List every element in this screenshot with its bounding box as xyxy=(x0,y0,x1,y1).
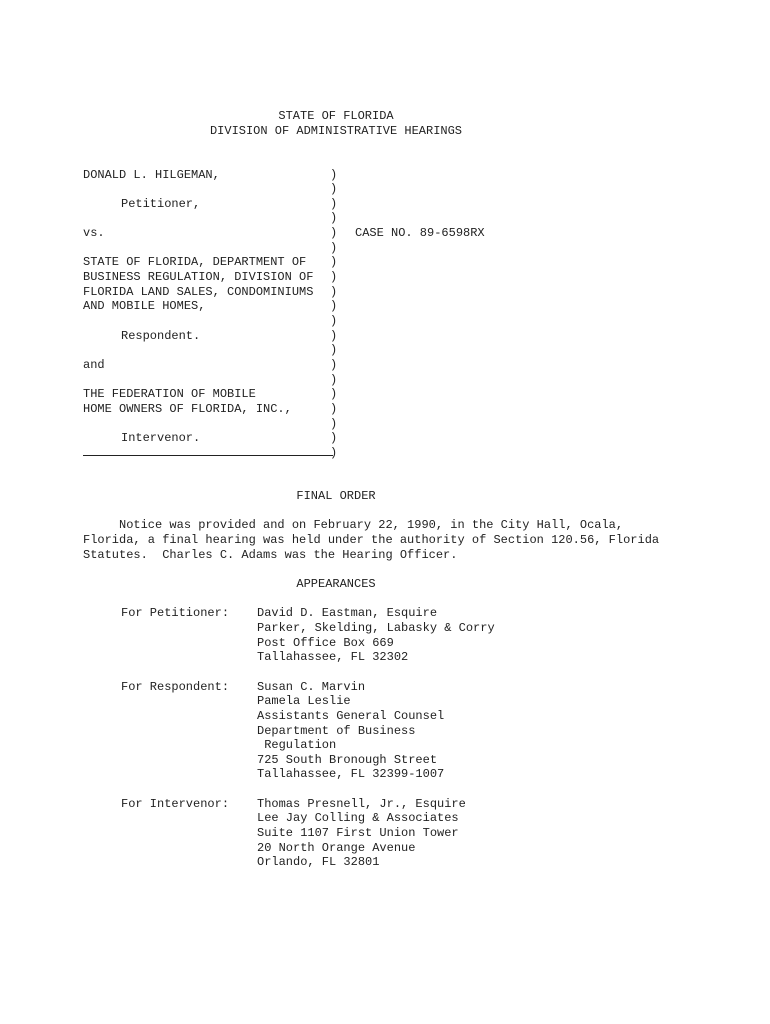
notice-line-1: Notice was provided and on February 22, 1990, in the City Hall, Ocala, xyxy=(83,518,624,532)
paren: ) xyxy=(330,373,338,387)
paren: ) xyxy=(330,241,338,255)
appearance-line: Orlando, FL 32801 xyxy=(257,855,380,869)
appearance-line: Tallahassee, FL 32399-1007 xyxy=(257,767,445,781)
final-order-title: FINAL ORDER xyxy=(296,489,376,503)
appearance-label-respondent: For Respondent: xyxy=(121,680,230,694)
paren: ) xyxy=(330,446,338,460)
intervenor-line-1: THE FEDERATION OF MOBILE xyxy=(83,387,256,401)
notice-line-3: Statutes. Charles C. Adams was the Hearing Officer. xyxy=(83,548,458,562)
respondent-line-1: STATE OF FLORIDA, DEPARTMENT OF xyxy=(83,255,307,269)
intervenor-role: Intervenor. xyxy=(121,431,201,445)
paren: ) xyxy=(330,182,338,196)
appearance-line: Thomas Presnell, Jr., Esquire xyxy=(257,797,466,811)
case-number: CASE NO. 89-6598RX xyxy=(355,226,485,240)
paren: ) xyxy=(330,197,338,211)
appearance-line: 725 South Bronough Street xyxy=(257,753,438,767)
paren: ) xyxy=(330,211,338,225)
appearance-line: Susan C. Marvin xyxy=(257,680,366,694)
petitioner-role: Petitioner, xyxy=(121,197,201,211)
paren: ) xyxy=(330,387,338,401)
paren: ) xyxy=(330,168,338,182)
header-division: DIVISION OF ADMINISTRATIVE HEARINGS xyxy=(209,124,463,138)
paren: ) xyxy=(330,314,338,328)
paren: ) xyxy=(330,226,338,240)
paren: ) xyxy=(330,417,338,431)
paren: ) xyxy=(330,402,338,416)
and-label: and xyxy=(83,358,105,372)
petitioner-name: DONALD L. HILGEMAN, xyxy=(83,168,220,182)
paren: ) xyxy=(330,329,338,343)
appearance-line: Parker, Skelding, Labasky & Corry xyxy=(257,621,495,635)
appearance-label-intervenor: For Intervenor: xyxy=(121,797,230,811)
paren: ) xyxy=(330,358,338,372)
respondent-line-3: FLORIDA LAND SALES, CONDOMINIUMS xyxy=(83,285,314,299)
appearance-line: Department of Business xyxy=(257,724,416,738)
appearances-title: APPEARANCES xyxy=(296,577,376,591)
intervenor-line-2: HOME OWNERS OF FLORIDA, INC., xyxy=(83,402,292,416)
paren: ) xyxy=(330,270,338,284)
vs-label: vs. xyxy=(83,226,105,240)
appearance-label-petitioner: For Petitioner: xyxy=(121,606,230,620)
respondent-role: Respondent. xyxy=(121,329,201,343)
appearance-line: Lee Jay Colling & Associates xyxy=(257,811,459,825)
appearance-line: 20 North Orange Avenue xyxy=(257,841,416,855)
paren: ) xyxy=(330,431,338,445)
appearance-line: Post Office Box 669 xyxy=(257,636,394,650)
paren: ) xyxy=(330,255,338,269)
paren: ) xyxy=(330,299,338,313)
respondent-line-2: BUSINESS REGULATION, DIVISION OF xyxy=(83,270,314,284)
appearance-line: Assistants General Counsel xyxy=(257,709,445,723)
paren: ) xyxy=(330,285,338,299)
notice-line-2: Florida, a final hearing was held under the authority of Section 120.56, Florida xyxy=(83,533,660,547)
appearance-line: Regulation xyxy=(257,738,337,752)
appearance-line: David D. Eastman, Esquire xyxy=(257,606,438,620)
appearance-line: Pamela Leslie xyxy=(257,694,351,708)
paren: ) xyxy=(330,343,338,357)
appearance-line: Tallahassee, FL 32302 xyxy=(257,650,409,664)
respondent-line-4: AND MOBILE HOMES, xyxy=(83,299,206,313)
header-state: STATE OF FLORIDA xyxy=(278,109,394,123)
appearance-line: Suite 1107 First Union Tower xyxy=(257,826,459,840)
caption-rule xyxy=(83,455,333,456)
